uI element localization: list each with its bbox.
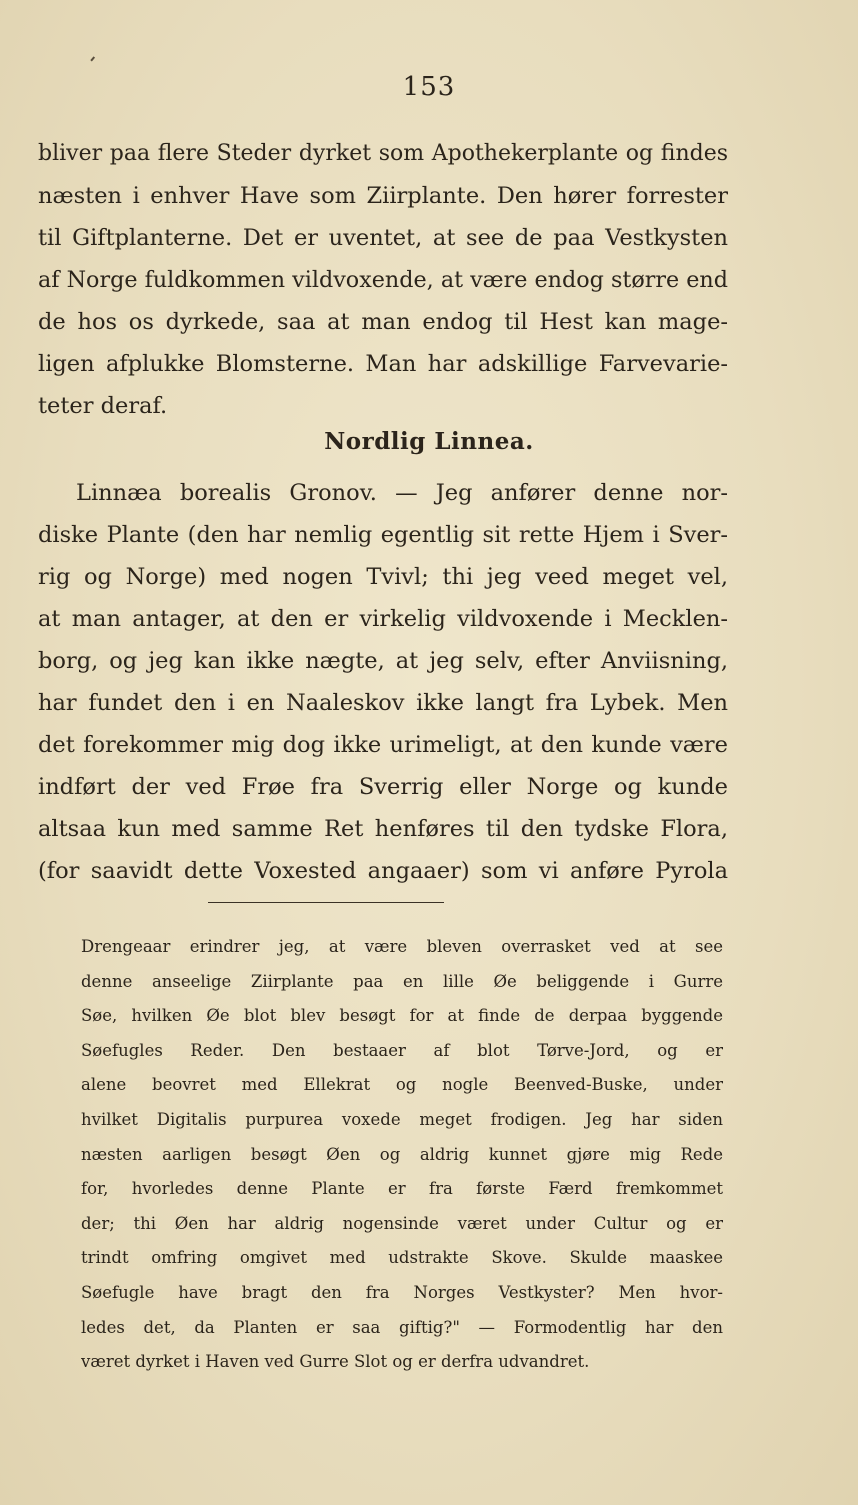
footnote-line: for, hvorledes denne Plante er fra første Færd fremkommet bbox=[81, 1179, 723, 1199]
footnote-line: alene beovret med Ellekrat og nogle Beenved-Buske, under bbox=[81, 1075, 723, 1095]
footnote-line: Søe, hvilken Øe blot blev besøgt for at finde de derpaa byggende bbox=[81, 1006, 723, 1026]
paragraph-1 bbox=[38, 133, 728, 427]
section-heading: Nordlig Linnea. bbox=[324, 428, 534, 455]
text-line: teter deraf. bbox=[38, 393, 168, 419]
text-line: Linnæa borealis Gronov. — Jeg anfører denne nor- bbox=[76, 480, 728, 506]
footnote-line: hvilket Digitalis purpurea voxede meget frodigen. Jeg har siden bbox=[81, 1109, 723, 1129]
text-line: bliver paa flere Steder dyrket som Apothekerplante og findes bbox=[38, 141, 728, 166]
text-line: diske Plante (den har nemlig egentlig sit rette Hjem i Sver- bbox=[38, 522, 728, 548]
footnote-line: næsten aarligen besøgt Øen og aldrig kunnet gjøre mig Rede bbox=[81, 1144, 723, 1164]
text-line: rig og Norge) med nogen Tvivl; thi jeg veed meget vel, bbox=[38, 564, 728, 590]
footnote-line: Søefugle have bragt den fra Norges Vestkyster? Men hvor- bbox=[81, 1282, 723, 1302]
text-line: indført der ved Frøe fra Sverrig eller Norge og kunde bbox=[38, 774, 728, 800]
text-line: de hos os dyrkede, saa at man endog til Hest kan mage- bbox=[38, 309, 728, 335]
page-number: 153 bbox=[402, 72, 456, 102]
footnote-line: Søefugles Reder. Den bestaaer af blot Tørve-Jord, og er bbox=[81, 1040, 723, 1060]
footnote-line: ledes det, da Planten er saa giftig?" — Formodentlig har den bbox=[81, 1317, 723, 1337]
footnote-line: trindt omfring omgivet med udstrakte Skove. Skulde maaskee bbox=[81, 1248, 723, 1268]
footnote-line: Drengeaar erindrer jeg, at være bleven overrasket ved at see bbox=[81, 937, 723, 956]
footnote-line: været dyrket i Haven ved Gurre Slot og er derfra udvandret. bbox=[81, 1352, 590, 1372]
text-line: altsaa kun med samme Ret henføres til den tydske Flora, bbox=[38, 816, 728, 842]
text-line: til Giftplanterne. Det er uventet, at see de paa Vestkysten bbox=[38, 225, 728, 251]
footnote bbox=[81, 930, 723, 1380]
text-line: næsten i enhver Have som Ziirplante. Den hører forrester bbox=[38, 183, 728, 209]
text-line: det forekommer mig dog ikke urimeligt, at den kunde være bbox=[38, 732, 728, 758]
footnote-line: der; thi Øen har aldrig nogensinde været under Cultur og er bbox=[81, 1213, 723, 1233]
paragraph-2 bbox=[38, 472, 728, 892]
text-line: borg, og jeg kan ikke nægte, at jeg selv, efter Anviisning, bbox=[38, 648, 728, 674]
text-line: af Norge fuldkommen vildvoxende, at være endog større end bbox=[38, 267, 728, 293]
text-line: (for saavidt dette Voxested angaaer) som vi anføre Pyrola bbox=[38, 858, 728, 884]
text-line: at man antager, at den er virkelig vildvoxende i Mecklen- bbox=[38, 606, 728, 632]
footnote-divider bbox=[208, 902, 444, 903]
ink-mark bbox=[90, 56, 94, 61]
footnote-line: denne anseelige Ziirplante paa en lille Øe beliggende i Gurre bbox=[81, 971, 723, 991]
text-line: ligen afplukke Blomsterne. Man har adskillige Farvevarie- bbox=[38, 351, 728, 377]
text-line: har fundet den i en Naaleskov ikke langt fra Lybek. Men bbox=[38, 690, 728, 716]
